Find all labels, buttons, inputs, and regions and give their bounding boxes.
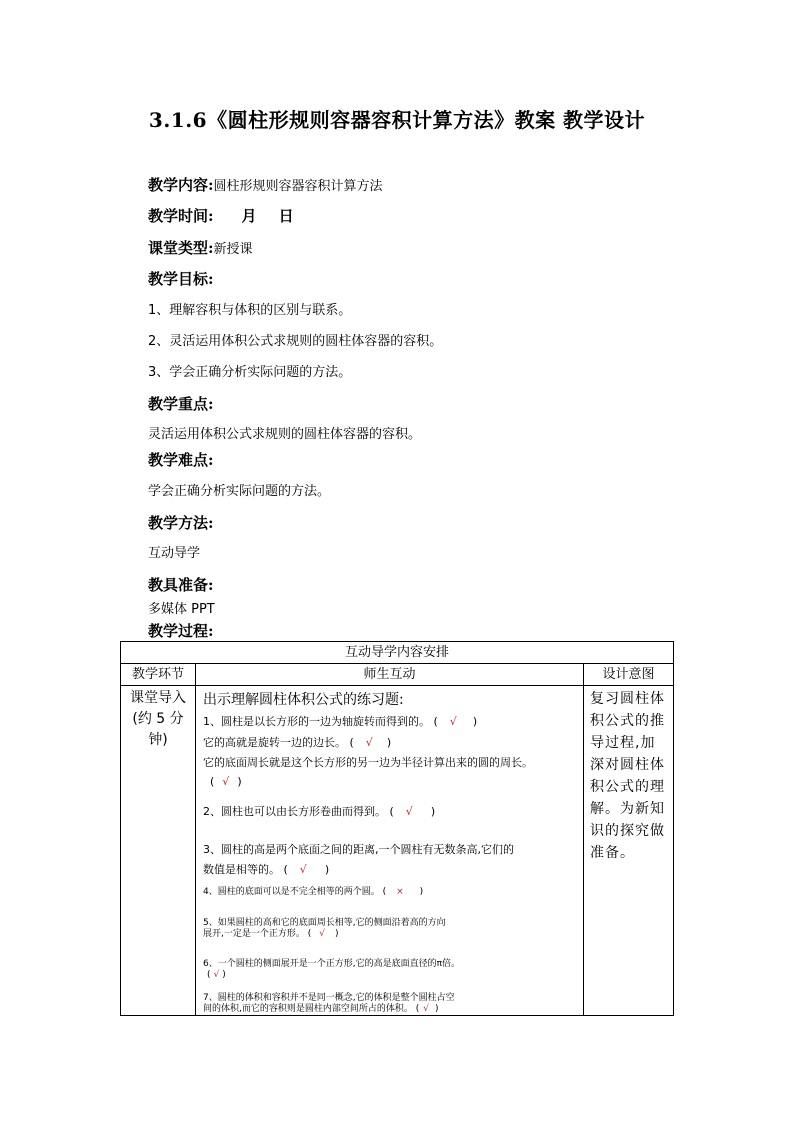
goal-item: 2、灵活运用体积公式求规则的圆柱体容器的容积。 <box>148 334 443 349</box>
check-mark: √ <box>319 929 325 939</box>
type-line <box>148 239 253 259</box>
difficulty-label: 教学难点: <box>148 451 214 469</box>
lesson-table <box>120 641 674 1016</box>
type-value: 新授课 <box>213 242 253 257</box>
time-month: 月 <box>241 207 257 225</box>
content-value: 圆柱形规则容器容积计算方法 <box>213 179 383 194</box>
exercise-item: 它的高就是旋转一边的边长。 ( √ ) <box>203 736 392 749</box>
exercise-item: ( √ ) <box>207 970 226 980</box>
exercise-intro: 出示理解圆柱体积公式的练习题: <box>203 692 404 708</box>
stage-line: 课堂导入 <box>130 690 186 706</box>
table-caption: 互动导学内容安排 <box>121 642 674 664</box>
tools-value: 多媒体 PPT <box>148 602 215 617</box>
time-line <box>148 207 294 227</box>
exercise-item: 数值是相等的。 ( √ ) <box>203 863 330 876</box>
exercise-item: ( √ ) <box>210 775 242 788</box>
exercise-item: 5、如果圆柱的高和它的底面周长相等,它的侧面沿着高的方向 <box>203 918 446 928</box>
tools-label: 教具准备: <box>148 576 214 594</box>
difficulty-value: 学会正确分析实际问题的方法。 <box>148 484 331 499</box>
method-value: 互动导学 <box>148 546 201 561</box>
goals-label-line <box>148 270 214 290</box>
stage-line: 钟) <box>148 732 168 748</box>
check-mark: √ <box>365 736 373 749</box>
method-label-line <box>148 514 214 534</box>
table-row <box>121 686 674 1016</box>
exercise-item: 7、圆柱的体积和容积并不是同一概念,它的体积是整个圆柱占空 <box>203 993 455 1003</box>
difficulty-label-line <box>148 451 214 471</box>
content-line <box>148 176 383 196</box>
goals-label: 教学目标: <box>148 270 214 288</box>
check-mark: √ <box>405 805 413 818</box>
check-mark: √ <box>299 863 307 876</box>
exercise-item: 它的底面周长就是这个长方形的另一边为半径计算出来的圆的周长。 <box>203 756 533 769</box>
tools-label-line <box>148 576 214 596</box>
check-mark: √ <box>213 970 220 980</box>
stage-cell <box>121 686 196 1016</box>
exercise-item: 展开,一定是一个正方形。 ( √ ) <box>203 929 339 939</box>
key-label-line <box>148 395 214 415</box>
cross-mark: × <box>396 887 404 897</box>
process-label: 教学过程: <box>148 622 214 640</box>
exercise-item: 6、一个圆柱的侧面展开是一个正方形,它的高是底面直径的π倍。 <box>203 959 461 969</box>
method-label: 教学方法: <box>148 514 214 532</box>
exercise-item: 间的体积,而它的容积则是圆柱内部空间所占的体积。 ( √ ) <box>203 1004 439 1014</box>
column-header-stage: 教学环节 <box>121 664 196 686</box>
goal-item: 1、理解容积与体积的区别与联系。 <box>148 303 352 318</box>
check-mark: √ <box>449 715 457 728</box>
check-mark: √ <box>423 1004 429 1014</box>
goal-item: 3、学会正确分析实际问题的方法。 <box>148 365 352 380</box>
check-mark: √ <box>222 775 230 788</box>
interaction-cell <box>196 686 584 1016</box>
process-label-line <box>148 622 214 642</box>
exercise-item: 2、圆柱也可以由长方形卷曲而得到。 ( √ ) <box>203 805 436 818</box>
time-label: 教学时间: <box>148 207 214 225</box>
key-value: 灵活运用体积公式求规则的圆柱体容器的容积。 <box>148 427 422 442</box>
content-label: 教学内容: <box>148 176 214 194</box>
time-day: 日 <box>278 207 294 225</box>
stage-line: (约 5 分 <box>132 711 184 727</box>
column-header-intent: 设计意图 <box>584 664 674 686</box>
key-label: 教学重点: <box>148 395 214 413</box>
type-label: 课堂类型: <box>148 239 214 257</box>
exercise-item: 4、圆柱的底面可以是不完全相等的两个圆。 ( × ) <box>203 887 424 897</box>
exercise-item: 1、圆柱是以长方形的一边为轴旋转而得到的。 ( √ ) <box>203 715 478 728</box>
column-header-interaction: 师生互动 <box>196 664 584 686</box>
page-title: 3.1.6《圆柱形规则容器容积计算方法》教案 教学设计 <box>148 108 646 132</box>
design-intent-cell: 复习圆柱体积公式的推导过程,加深对圆柱体积公式的理解。为新知识的探究做准备。 <box>584 686 674 1016</box>
exercise-item: 3、圆柱的高是两个底面之间的距离,一个圆柱有无数条高,它们的 <box>203 843 514 856</box>
